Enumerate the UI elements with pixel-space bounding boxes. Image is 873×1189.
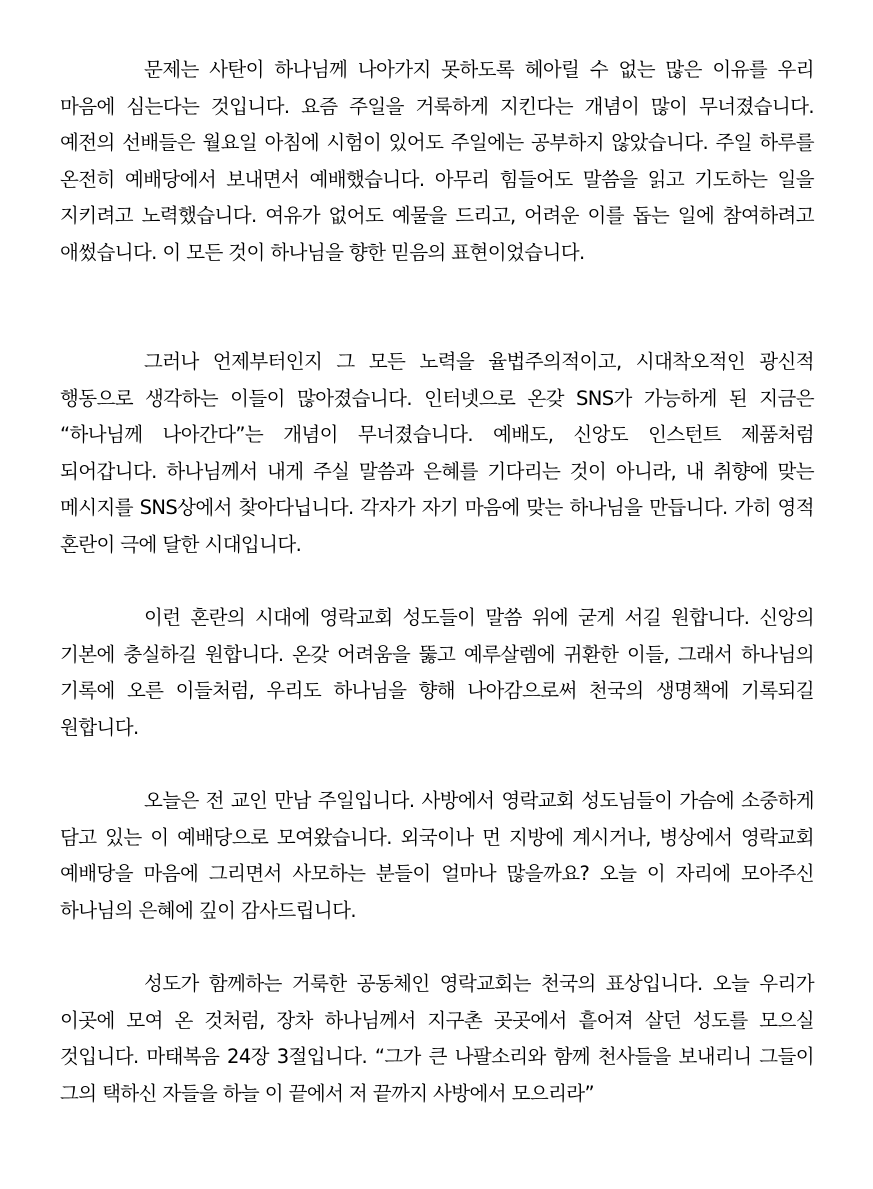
paragraph: 이런 혼란의 시대에 영락교회 성도들이 말씀 위에 굳게 서길 원합니다. 신앙의 기본에 충실하길 원합니다. 온갖 어려움을 뚫고 예루살렘에 귀환한 이들, 그래서 하나님의 기록에 오른 이들처럼, 우리도 하나님을 향해 나아감으로써 천국의 생명책에 기록되길 원합니다.	[60, 606, 814, 739]
paragraph: 문제는 사탄이 하나님께 나아가지 못하도록 헤아릴 수 없는 많은 이유를 우리 마음에 심는다는 것입니다. 요즘 주일을 거룩하게 지킨다는 개념이 많이 무너졌습니다. 예전의 선배들은 월요일 아침에 시험이 있어도 주일에는 공부하지 않았습니다. 주일 하루를 온전히 예배당에서 보내면서 예배했습니다. 아무리 힘들어도 말씀을 읽고 기도하는 일을 지키려고 노력했습니다. 여유가 없어도 예물을 드리고, 어려운 이를 돕는 일에 참여하려고 애썼습니다. 이 모든 것이 하나님을 향한 믿음의 표현이었습니다.	[60, 58, 814, 264]
paragraph: 성도가 함께하는 거룩한 공동체인 영락교회는 천국의 표상입니다. 오늘 우리가 이곳에 모여 온 것처럼, 장차 하나님께서 지구촌 곳곳에서 흩어져 살던 성도를 모으실 것입니다. 마태복음 24장 3절입니다. “그가 큰 나팔소리와 함께 천사들을 보내리니 그들이 그의 택하신 자들을 하늘 이 끝에서 저 끝까지 사방에서 모으리라”	[60, 972, 814, 1105]
paragraph: 그러나 언제부터인지 그 모든 노력을 율법주의적이고, 시대착오적인 광신적 행동으로 생각하는 이들이 많아졌습니다. 인터넷으로 온갖 SNS가 가능하게 된 지금은 “하나님께 나아간다”는 개념이 무너졌습니다. 예배도, 신앙도 인스턴트 제품처럼 되어갑니다. 하나님께서 내게 주실 말씀과 은혜를 기다리는 것이 아니라, 내 취향에 맞는 메시지를 SNS상에서 찾아다닙니다. 각자가 자기 마음에 맞는 하나님을 만듭니다. 가히 영적 혼란이 극에 달한 시대입니다.	[60, 350, 814, 556]
paragraph: 오늘은 전 교인 만남 주일입니다. 사방에서 영락교회 성도님들이 가슴에 소중하게 담고 있는 이 예배당으로 모여왔습니다. 외국이나 먼 지방에 계시거나, 병상에서 영락교회 예배당을 마음에 그리면서 사모하는 분들이 얼마나 많을까요? 오늘 이 자리에 모아주신 하나님의 은혜에 깊이 감사드립니다.	[60, 789, 814, 922]
